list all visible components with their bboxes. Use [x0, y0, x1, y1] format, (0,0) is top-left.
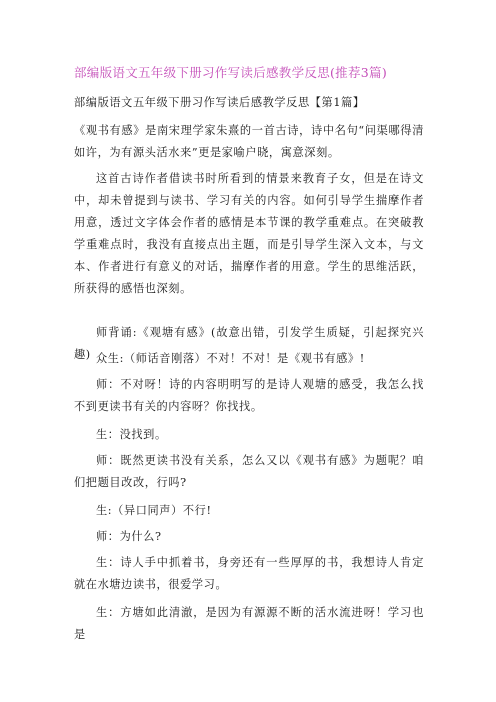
dialogue-line: 众生:（师话音刚落）不对！不对！是《观书有感》!: [96, 352, 365, 365]
document-title: 部编版语文五年级下册习作写读后感教学反思(推荐3篇): [74, 65, 388, 80]
dialogue-line: 师背诵:《观塘有感》(故意出错，引发学生质疑，引起探究兴趣): [74, 326, 424, 361]
dialogue-line: 师：为什么?: [96, 530, 162, 543]
dialogue-line: 师：不对呀！诗的内容明明写的是诗人观塘的感受，我怎么找不到更读书有关的内容呀？你找找。: [74, 378, 424, 413]
dialogue-line: 生：诗人手中抓着书，身旁还有一些厚厚的书，我想诗人肯定就在水塘边读书，很爱学习。: [74, 556, 424, 591]
paragraph-analysis: 这首古诗作者借读书时所看到的情景来教育子女，但是在诗文中，却未曾提到与读书、学习有关的内容。如何引导学生揣摩作者用意，透过文字体会作者的感情是本节课的教学重难点。在突破教学重难点时，我没有直接点出主题，而是引导学生深入文本，与文本、作者进行有意义的对话，揣摩作者的用意。学生的思维活跃，所获得的感悟也深刻。: [74, 172, 424, 295]
paragraph-intro: 《观书有感》是南宋理学家朱熹的一首古诗，诗中名句“问渠哪得清如许，为有源头活水来”更是家喻户晓，寓意深刻。: [74, 124, 424, 159]
dialogue-line: 生:（异口同声）不行!: [96, 504, 212, 517]
dialogue-line: 生：没找到。: [96, 428, 167, 441]
dialogue-line: 生：方塘如此清澈，是因为有源源不断的活水流进呀！学习也是: [74, 606, 424, 641]
dialogue-line: 师：既然更读书没有关系，怎么又以《观书有感》为题呢？咱们把题目改改，行吗?: [74, 454, 424, 489]
section-heading: 部编版语文五年级下册习作写读后感教学反思【第1篇】: [74, 96, 365, 109]
